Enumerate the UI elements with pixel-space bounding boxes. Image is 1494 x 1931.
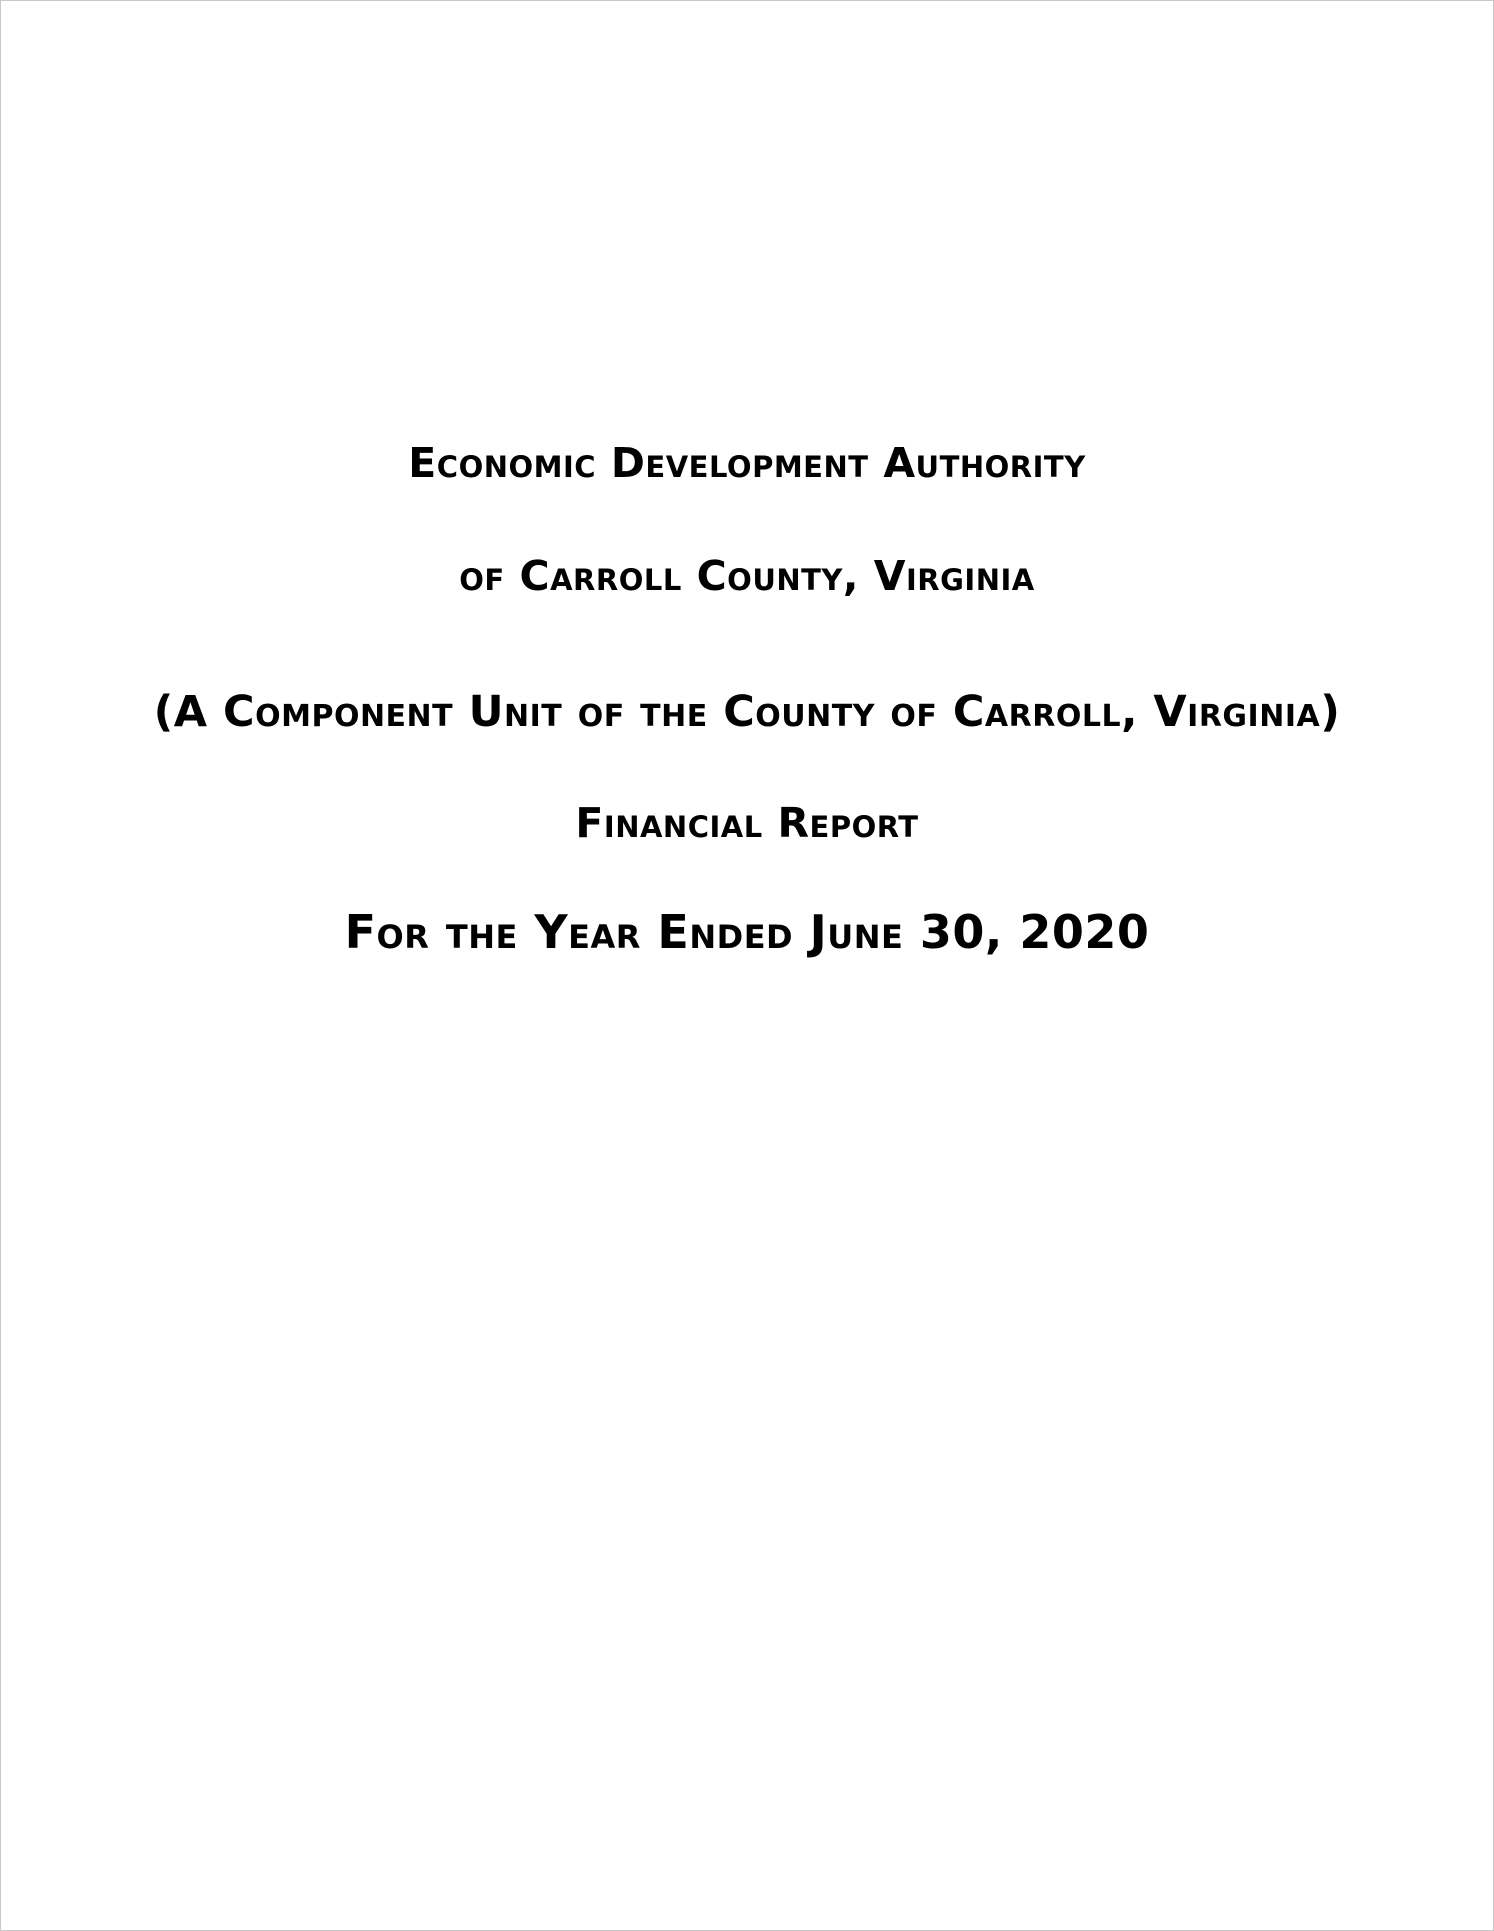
organization-name: Economic Development Authority xyxy=(408,439,1086,487)
organization-location: of Carroll County, Virginia xyxy=(459,552,1035,600)
report-period: For the Year Ended June 30, 2020 xyxy=(344,905,1150,959)
component-unit-note: (A Component Unit of the County of Carroll, Virginia) xyxy=(153,687,1341,737)
report-type: Financial Report xyxy=(575,799,919,847)
